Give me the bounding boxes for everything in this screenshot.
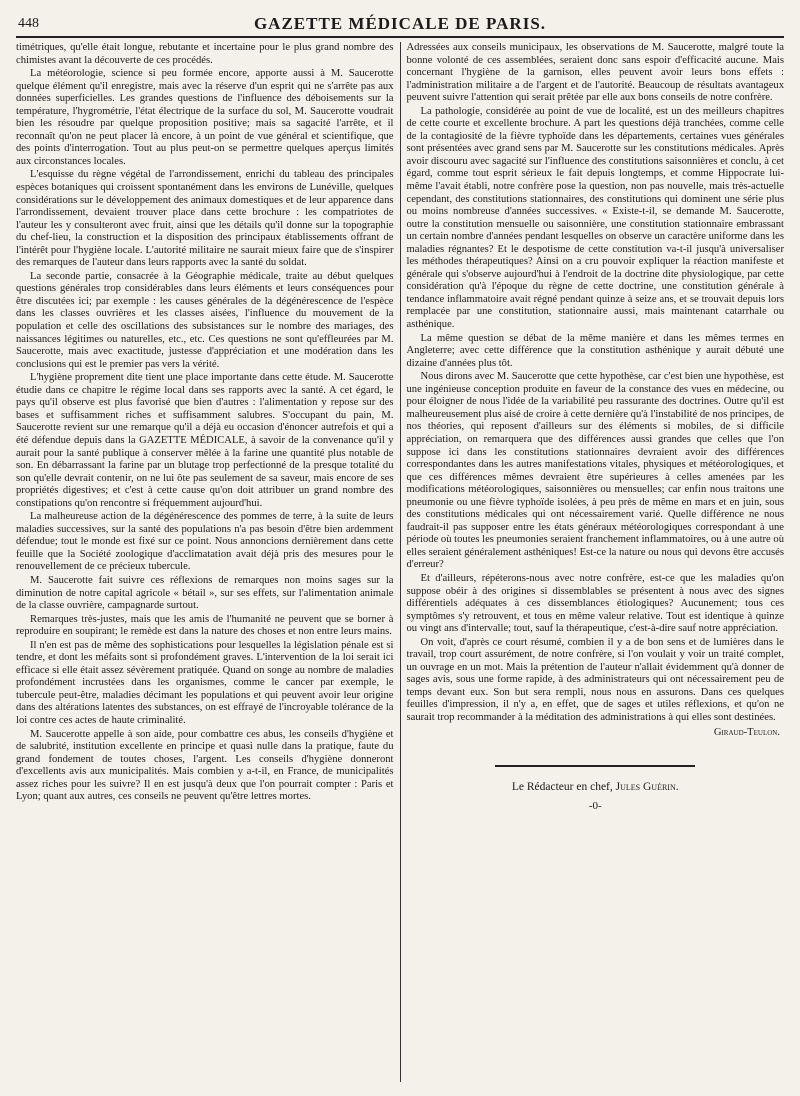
paragraph: Nous dirons avec M. Saucerotte que cette hypothèse, car c'est bien une hypothèse, est une ingénieuse conception produite en faveur de la constance des vues en médecine, ou pour éloigner de nous l'idée de la variabilité peu rassurante des doctrines. Outre qu'il est malheureusement plus aisé de croire à cette dernière qu'à l'instabilité de nos principes, de nos théories, qui reposent d'ailleurs sur des éléments si mobiles, de si difficile appréciation, on remarquera que des différences aussi grandes que celles que l'on suppose ici dans les constitutions stationnaires devraient avoir des différences correspondantes dans les autres manifestations vitales, physiques et météorologiques, et que ces différences mêmes devraient être supérieures à celles amenées par les modifications météorologiques, saisonnières ou mensuelles; car enfin nous traitons une pneumonie ou une fièvre typhoïde isolées, à peu près de même en mars et en juin, sous des constitutions médicales qui ont nécessairement varié. Quelle différence ne nous faudrait-il pas supposer entre les états généraux météorologiques correspondant à une période où toutes les pneumonies seraient franchement inflammatoires, ou à une autre où elles seraient généralement asthéniques! Est-ce la nature ou nous qui devons être accusés d'erreur?	[406, 371, 784, 571]
page-mark: -0-	[588, 799, 602, 812]
paragraph: La seconde partie, consacrée à la Géographie médicale, traite au début quelques questions générales trop considérables dans leurs éléments et leurs conséquences pour être discutées ici; par exemple : les causes générales de la dégénérescence de l'espèce dans les classes ouvrières et les classes aisées, l'influence du mouvement de la population et celle des oscillations des subsistances sur le nombre des mariages, des naissances légitimes ou naturelles, etc., etc. Ces questions ne sont qu'effleurées par M. Saucerotte, mais avec exactitude, justesse d'appréciation et une modération dans les conclusions qui est le premier pas vers la vérité.	[16, 270, 394, 370]
page-header	[16, 14, 784, 38]
paragraph: Adressées aux conseils municipaux, les observations de M. Saucerotte, malgré toute la bonne volonté de ces assemblées, seraient donc sans espoir d'efficacité aucune. Mais concernant l'hygiène de la garnison, elles peuvent avoir leurs bons effets : l'administration militaire a de l'argent et de l'autorité. Beaucoup de résultats avantageux peuvent suivre l'attention qui serait prêtée par elle aux bons conseils de notre confrère.	[406, 42, 784, 104]
paragraph: M. Saucerotte appelle à son aide, pour combattre ces abus, les conseils d'hygiène et de salubrité, institution excellente en principe et quasi nulle dans la pratique, faute du grand fondement de toutes choses, l'argent. Les conseils d'hygiène donneront d'excellents avis aux municipalités. Mais combien y a-t-il, en France, de municipalités assez riches pour les suivre? Il en est jusqu'à deux que l'on pourrait compter : Paris et Lyon; quant aux autres, ces conseils ne peuvent qu'être lettres mortes.	[16, 728, 394, 803]
paragraph: La pathologie, considérée au point de vue de localité, est un des meilleurs chapitres de cette courte et excellente brochure. A part les questions déjà tranchées, comme celle de la contagiosité de la fièvre typhoïde dans les départements, certaines vues générales sont présentées avec grand sens par M. Saucerotte sur les constitutions médicales. Après avoir discouru avec sagacité sur l'influence des constitutions saisonnières et conclu, à cet égard, comme tout esprit sérieux le fait depuis longtemps, et comme Hippocrate lui-même l'avait établi, notre confrère pose la question, non pas nouvelle, mais très-actuelle cependant, des constitutions stationnaires, des constitutions qui dominent une série plus ou moins nombreuse d'années successives. « Existe-t-il, se demande M. Saucerotte, outre la constitution mensuelle ou saisonnière, une constitution stationnaire embrassant un certain nombre d'années pendant lesquelles on observe un caractère uniforme dans les maladies régnantes? Et le despotisme de cette constitution va-t-il jusqu'à universaliser les méthodes thérapeutiques? Ainsi on a cru pouvoir expliquer la réaction manifeste et générale qui s'observe aujourd'hui à l'endroit de la doctrine dite physiologique, par cette considération qu'à l'époque du règne de cette doctrine, une constitution générale à tendance inflammatoire avait régné pendant quinze à seize ans, et se trouvait depuis lors remplacée par une constitution, stationnaire aussi, mais maintenant catarrhale ou asthénique.	[406, 105, 784, 331]
paragraph: Remarques très-justes, mais que les amis de l'humanité ne peuvent que se borner à reproduire en soupirant; le remède est dans la nature des choses et non entre leurs mains.	[16, 613, 394, 638]
paragraph: La météorologie, science si peu formée encore, apporte aussi à M. Saucerotte quelque élément qu'il enregistre, mais avec la réserve d'un esprit qui ne s'arrête pas aux données superficielles. Les grandes questions de l'influence des déboisements sur la température, l'hygrométrie, l'état électrique de la surface du sol, M. Saucerotte voudrait bien les résoudre par quelque proposition positive; mais sa sagacité l'arrête, et il reconnaît qu'on ne peut placer là encore, à un point de vue général et scientifique, que des points d'interrogation. Tout au plus peut-on se permettre quelques aperçus limités aux circonstances locales.	[16, 68, 394, 167]
paragraph: La malheureuse action de la dégénérescence des pommes de terre, à la suite de leurs maladies successives, sur la santé des populations n'a pas besoin d'être bien ardemment défendue; tout le monde est fixé sur ce point. Nous annoncions dernièrement dans cette feuille que la Société zoologique d'acclimatation avait déjà pris des mesures pour le renouvellement de ce précieux tubercule.	[16, 511, 394, 573]
paragraph: timétriques, qu'elle était longue, rebutante et incertaine pour le plus grand nombre des chimistes avant la découverte de ces procédés.	[16, 42, 394, 66]
paragraph: Il n'en est pas de même des sophistications pour lesquelles la législation pénale est si tendre, et dont les méfaits sont si profondément graves. L'intervention de la loi serait ici efficace si elle était assez sévèrement pratiquée. Quand on songe au nombre de maladies profondément incrustées dans les organismes, comme le cancer par exemple, le tubercule peut-être, maladies décimant les populations et qui peuvent avoir leur origine dans des altérations latentes des substances, on est effrayé de l'incroyable tolérance de la loi contre ces actes de haute criminalité.	[16, 639, 394, 726]
paragraph: M. Saucerotte fait suivre ces réflexions de remarques non moins sages sur la diminution de notre capital agricole « bétail », sur ses effets, sur l'alimentation animale de la classe ouvrière, campagnarde surtout.	[16, 574, 394, 612]
editor-label: Le Rédacteur en chef,	[511, 781, 613, 794]
right-column	[400, 42, 785, 1082]
editor-line	[407, 781, 785, 794]
paragraph: L'esquisse du règne végétal de l'arrondissement, enrichi du tableau des principales espèces botaniques qui croissent spontanément dans les environs de Lunéville, quelques considérations sur le développement des animaux domestiques et de leur apparence dans l'arrondissement, devaient trouver place dans cette brochure : les compatriotes de l'auteur les y consulteront avec fruit, ainsi que les détails qu'il donne sur la topographie du chef-lieu, la construction et la disposition des principaux établissements offrant de l'intérêt pour l'hygiène locale. L'autorité militaire ne saurait mieux faire que de s'inspirer des remarques de l'auteur dans leurs rapports avec la santé du soldat.	[16, 169, 394, 269]
paragraph: L'hygiène proprement dite tient une place importante dans cette étude. M. Saucerotte étudie dans ce chapitre le régime local dans ses rapports avec la santé. A cet égard, le pays qu'il observe est plus favorisé que bien d'autres : l'alimentation y repose sur des bases et suffisamment riches et suffisamment salubres. S'occupant du pain, M. Saucerotte revient sur une remarque qu'il a déjà eu occasion d'énoncer autrefois et qui a été défendue depuis dans la GAZETTE MÉDICALE, à savoir de la convenance qu'il y aurait pour la santé publique à conserver mêlée à la farine une quantité plus notable de son. En débarrassant la farine par un blutage trop perfectionné de la presque totalité du son qu'elle devrait contenir, on ne lui ôte pas seulement de sa saveur, mais encore de ses propriétés digestives; et c'est à cette cause qu'on doit attribuer un grand nombre des constipations qu'on rencontre si fréquemment aujourd'hui.	[16, 372, 394, 509]
article-columns	[16, 42, 784, 1082]
journal-title: GAZETTE MÉDICALE DE PARIS.	[253, 14, 547, 33]
left-column	[16, 42, 400, 1082]
paragraph: On voit, d'après ce court résumé, combien il y a de bon sens et de lumières dans le travail, trop court assurément, de notre confrère, si l'on voulait y voir un traité complet, un ouvrage en un mot. Mais la prétention de l'auteur n'allait évidemment qu'à donner de sages avis, sous une forme rapide, à des administrateurs qui ont nécessairement peu de temps devant eux. Son but sera rempli, nous nous en assurons. Dans ces quelques feuilles d'impression, il n'y a, en effet, que de sages et utiles réflexions, et qu'on ne saurait trop recommander à la méditation des administrations à qui elles sont destinées.	[406, 636, 784, 723]
paragraph: La même question se débat de la même manière et dans les mêmes termes en Angleterre; avec cette différence que la constitution asthénique y aurait débuté une dizaine d'années plus tôt.	[406, 332, 784, 369]
divider-rule	[495, 765, 695, 767]
paragraph: Et d'ailleurs, répéterons-nous avec notre confrère, est-ce que les maladies qu'on suppose obéir à des origines si dissemblables se présentent à nous avec des signes différentiels adéquates à ces dissemblances étiologiques? Aucunement; tous ces symptômes s'y retrouvent, et tous en même valeur relative. Tout est identique à quinze ou vingt ans d'intervalle; tout, sauf la thérapeutique, c'est-à-dire sauf notre appréciation.	[406, 572, 784, 635]
page-number: 448	[18, 16, 39, 31]
editor-name: Jules Guérin.	[615, 781, 679, 794]
author-signature: Giraud-Teulon.	[713, 726, 780, 738]
